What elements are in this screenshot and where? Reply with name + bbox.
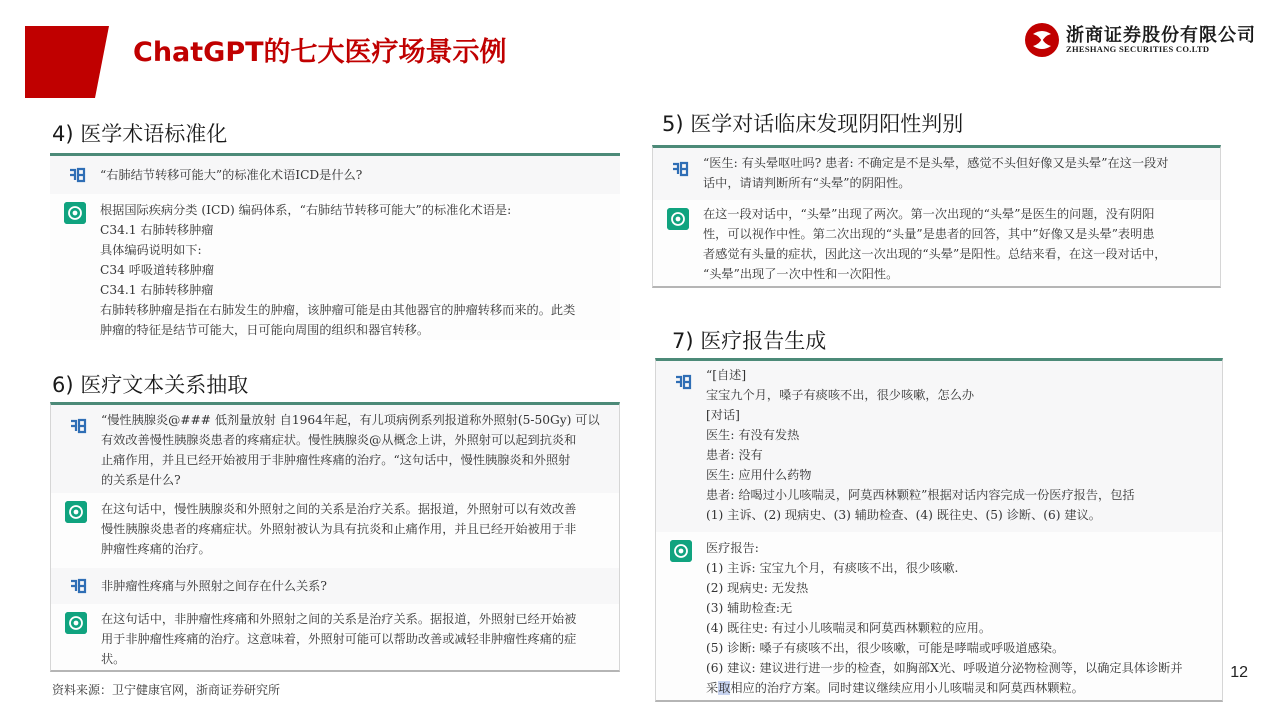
chat-panel-yinyang — [652, 145, 1221, 288]
user-avatar-icon — [66, 164, 88, 186]
message-line: 有效改善慢性胰腺炎患者的疼痛症状。慢性胰腺炎@从概念上讲，外照射可以起到抗炎和 — [101, 433, 577, 447]
message-line: 性，可以视作中性。第二次出现的“头量”是患者的回答，其中”好像又是头晕”表明患 — [703, 227, 1155, 241]
header-red-notch — [95, 26, 109, 98]
message-line: 的关系是什么? — [101, 473, 181, 487]
message-line: 具体编码说明如下: — [100, 243, 202, 257]
chat-panel-terminology — [50, 153, 620, 340]
assistant-message — [51, 493, 619, 568]
text-fragment: 相应的治疗方案。同时建议继续应用小儿咳喘灵和阿莫西林颗粒。 — [730, 681, 1084, 695]
message-line: 慢性胰腺炎患者的疼痛症状。外照射被认为具有抗炎和止痛作用，并且已经开始被用于非 — [101, 522, 577, 536]
assistant-message — [656, 532, 1222, 702]
message-line: 肿瘤性疼痛的治疗。 — [101, 542, 211, 556]
message-line: 在这句话中，慢性胰腺炎和外照射之间的关系是治疗关系。据报道，外照射可以有效改善 — [101, 502, 577, 516]
section-title-relation-extraction: 6) 医疗文本关系抽取 — [52, 373, 249, 397]
message-line: 止痛作用，并且已经开始被用于非肿瘤性疼痛的治疗。“这句话中，慢性胰腺炎和外照射 — [101, 453, 571, 467]
text-fragment: 采 — [706, 681, 719, 695]
section-title-yinyang: 5) 医学对话临床发现阴阳性判别 — [662, 112, 964, 136]
message-line: 根据国际疾病分类 (ICD) 编码体系，“右肺结节转移可能大”的标准化术语是: — [100, 203, 512, 217]
user-message — [51, 405, 619, 493]
user-avatar-icon — [669, 158, 691, 180]
message-line: “右肺结节转移可能大”的标准化术语ICD是什么? — [100, 168, 363, 182]
highlighted-text[interactable]: 取 — [718, 681, 731, 695]
assistant-message — [653, 200, 1220, 286]
message-line: (1) 主诉、(2) 现病史、(3) 辅助检查、(4) 既往史、(5) 诊断、(6) 建议。 — [706, 508, 1101, 522]
section-title-terminology: 4) 医学术语标准化 — [52, 122, 228, 146]
message-line: C34.1 右肺转移肿瘤 — [100, 223, 214, 237]
user-message — [653, 148, 1220, 200]
chatgpt-avatar-icon — [670, 540, 692, 562]
zheshang-logo-icon — [1024, 22, 1060, 58]
user-avatar-icon — [672, 371, 694, 393]
message-line: 者感觉有头量的症状，因此这一次出现的“头晕”是阳性。总结来看，在这一段对话中， — [703, 247, 1167, 261]
logo-english-name: ZHESHANG SECURITIES CO.LTD — [1066, 44, 1210, 54]
chat-panel-relation-extraction — [50, 402, 620, 672]
logo-chinese-name: 浙商证券股份有限公司 — [1066, 25, 1256, 46]
message-line: 在这句话中，非肿瘤性疼痛和外照射之间的关系是治疗关系。据报道，外照射已经开始被 — [101, 612, 577, 626]
message-line: C34 呼吸道转移肿瘤 — [100, 263, 215, 277]
message-line: (4) 既往史: 有过小儿咳喘灵和阿莫西林颗粒的应用。 — [706, 621, 992, 635]
message-line: (3) 辅助检查:无 — [706, 601, 793, 615]
message-line: (6) 建议: 建议进行进一步的检查，如胸部X光、呼吸道分泌物检测等，以确定具体诊断并 — [706, 661, 1183, 675]
message-line: 医疗报告: — [706, 541, 759, 555]
message-line: “[自述] — [706, 368, 747, 382]
message-line: 非肿瘤性疼痛与外照射之间存在什么关系? — [101, 579, 327, 593]
source-note: 资料来源：卫宁健康官网，浙商证券研究所 — [52, 683, 281, 697]
message-line: 医生: 应用什么药物 — [706, 468, 812, 482]
assistant-message — [50, 194, 620, 340]
chatgpt-avatar-icon — [64, 202, 86, 224]
user-avatar-icon — [67, 575, 89, 597]
section-title-report-generation: 7) 医疗报告生成 — [672, 329, 827, 353]
chatgpt-avatar-icon — [65, 501, 87, 523]
message-line: (5) 诊断: 嗓子有痰咳不出，很少咳嗽，可能是哮喘或呼吸道感染。 — [706, 641, 1065, 655]
user-message — [656, 361, 1222, 532]
message-line-last — [706, 678, 1212, 698]
message-line: C34.1 右肺转移肿瘤 — [100, 283, 214, 297]
message-line: (2) 现病史: 无发热 — [706, 581, 809, 595]
page-title: ChatGPT的七大医疗场景示例 — [133, 37, 507, 68]
chat-panel-report-generation — [655, 358, 1223, 702]
message-line: 肿瘤的特征是结节可能大，日可能向周围的组织和器官转移。 — [100, 323, 430, 337]
message-line: (1) 主诉: 宝宝九个月，有痰咳不出，很少咳嗽. — [706, 561, 959, 575]
message-line: “慢性胰腺炎@### 低剂量放射 自1964年起，有儿项病例系列报道称外照射(5-50Gy) 可以 — [101, 413, 600, 427]
message-line: 医生: 有没有发热 — [706, 428, 800, 442]
message-line: 在这一段对话中，“头晕”出现了两次。第一次出现的“头晕”是医生的问题，没有阴阳 — [703, 207, 1155, 221]
user-avatar-icon — [67, 415, 89, 437]
message-line: 话中，请请判断所有“头晕”的阴阳性。 — [703, 176, 911, 190]
message-line: 状。 — [101, 652, 126, 666]
message-line: “头晕”出现了一次中性和一次阳性。 — [703, 267, 899, 281]
header-red-block — [25, 26, 95, 98]
page-number: 12 — [1230, 664, 1248, 681]
chatgpt-avatar-icon — [667, 208, 689, 230]
message-line: “医生: 有头晕呕吐吗? 患者: 不确定是不是头晕，感觉不头但好像又是头晕”在这一段对 — [703, 156, 1169, 170]
message-line: 用于非肿瘤性疼痛的治疗。这意味着，外照射可能可以帮助改善或减轻非肿瘤性疼痛的症 — [101, 632, 577, 646]
chatgpt-avatar-icon — [65, 612, 87, 634]
message-line: 宝宝九个月，嗓子有痰咳不出，很少咳嗽，怎么办 — [706, 388, 975, 402]
assistant-message — [51, 604, 619, 672]
message-line: 患者: 给喝过小儿咳喘灵，阿莫西林颗粒”根据对话内容完成一份医疗报告，包括 — [706, 488, 1135, 502]
user-message — [50, 156, 620, 194]
message-line: [对话] — [706, 408, 740, 422]
company-logo — [1024, 20, 1254, 62]
user-message — [51, 568, 619, 604]
message-line: 右肺转移肿瘤是指在右肺发生的肿瘤，该肿瘤可能是由其他器官的肿瘤转移而来的。此类 — [100, 303, 576, 317]
message-line: 患者: 没有 — [706, 448, 763, 462]
